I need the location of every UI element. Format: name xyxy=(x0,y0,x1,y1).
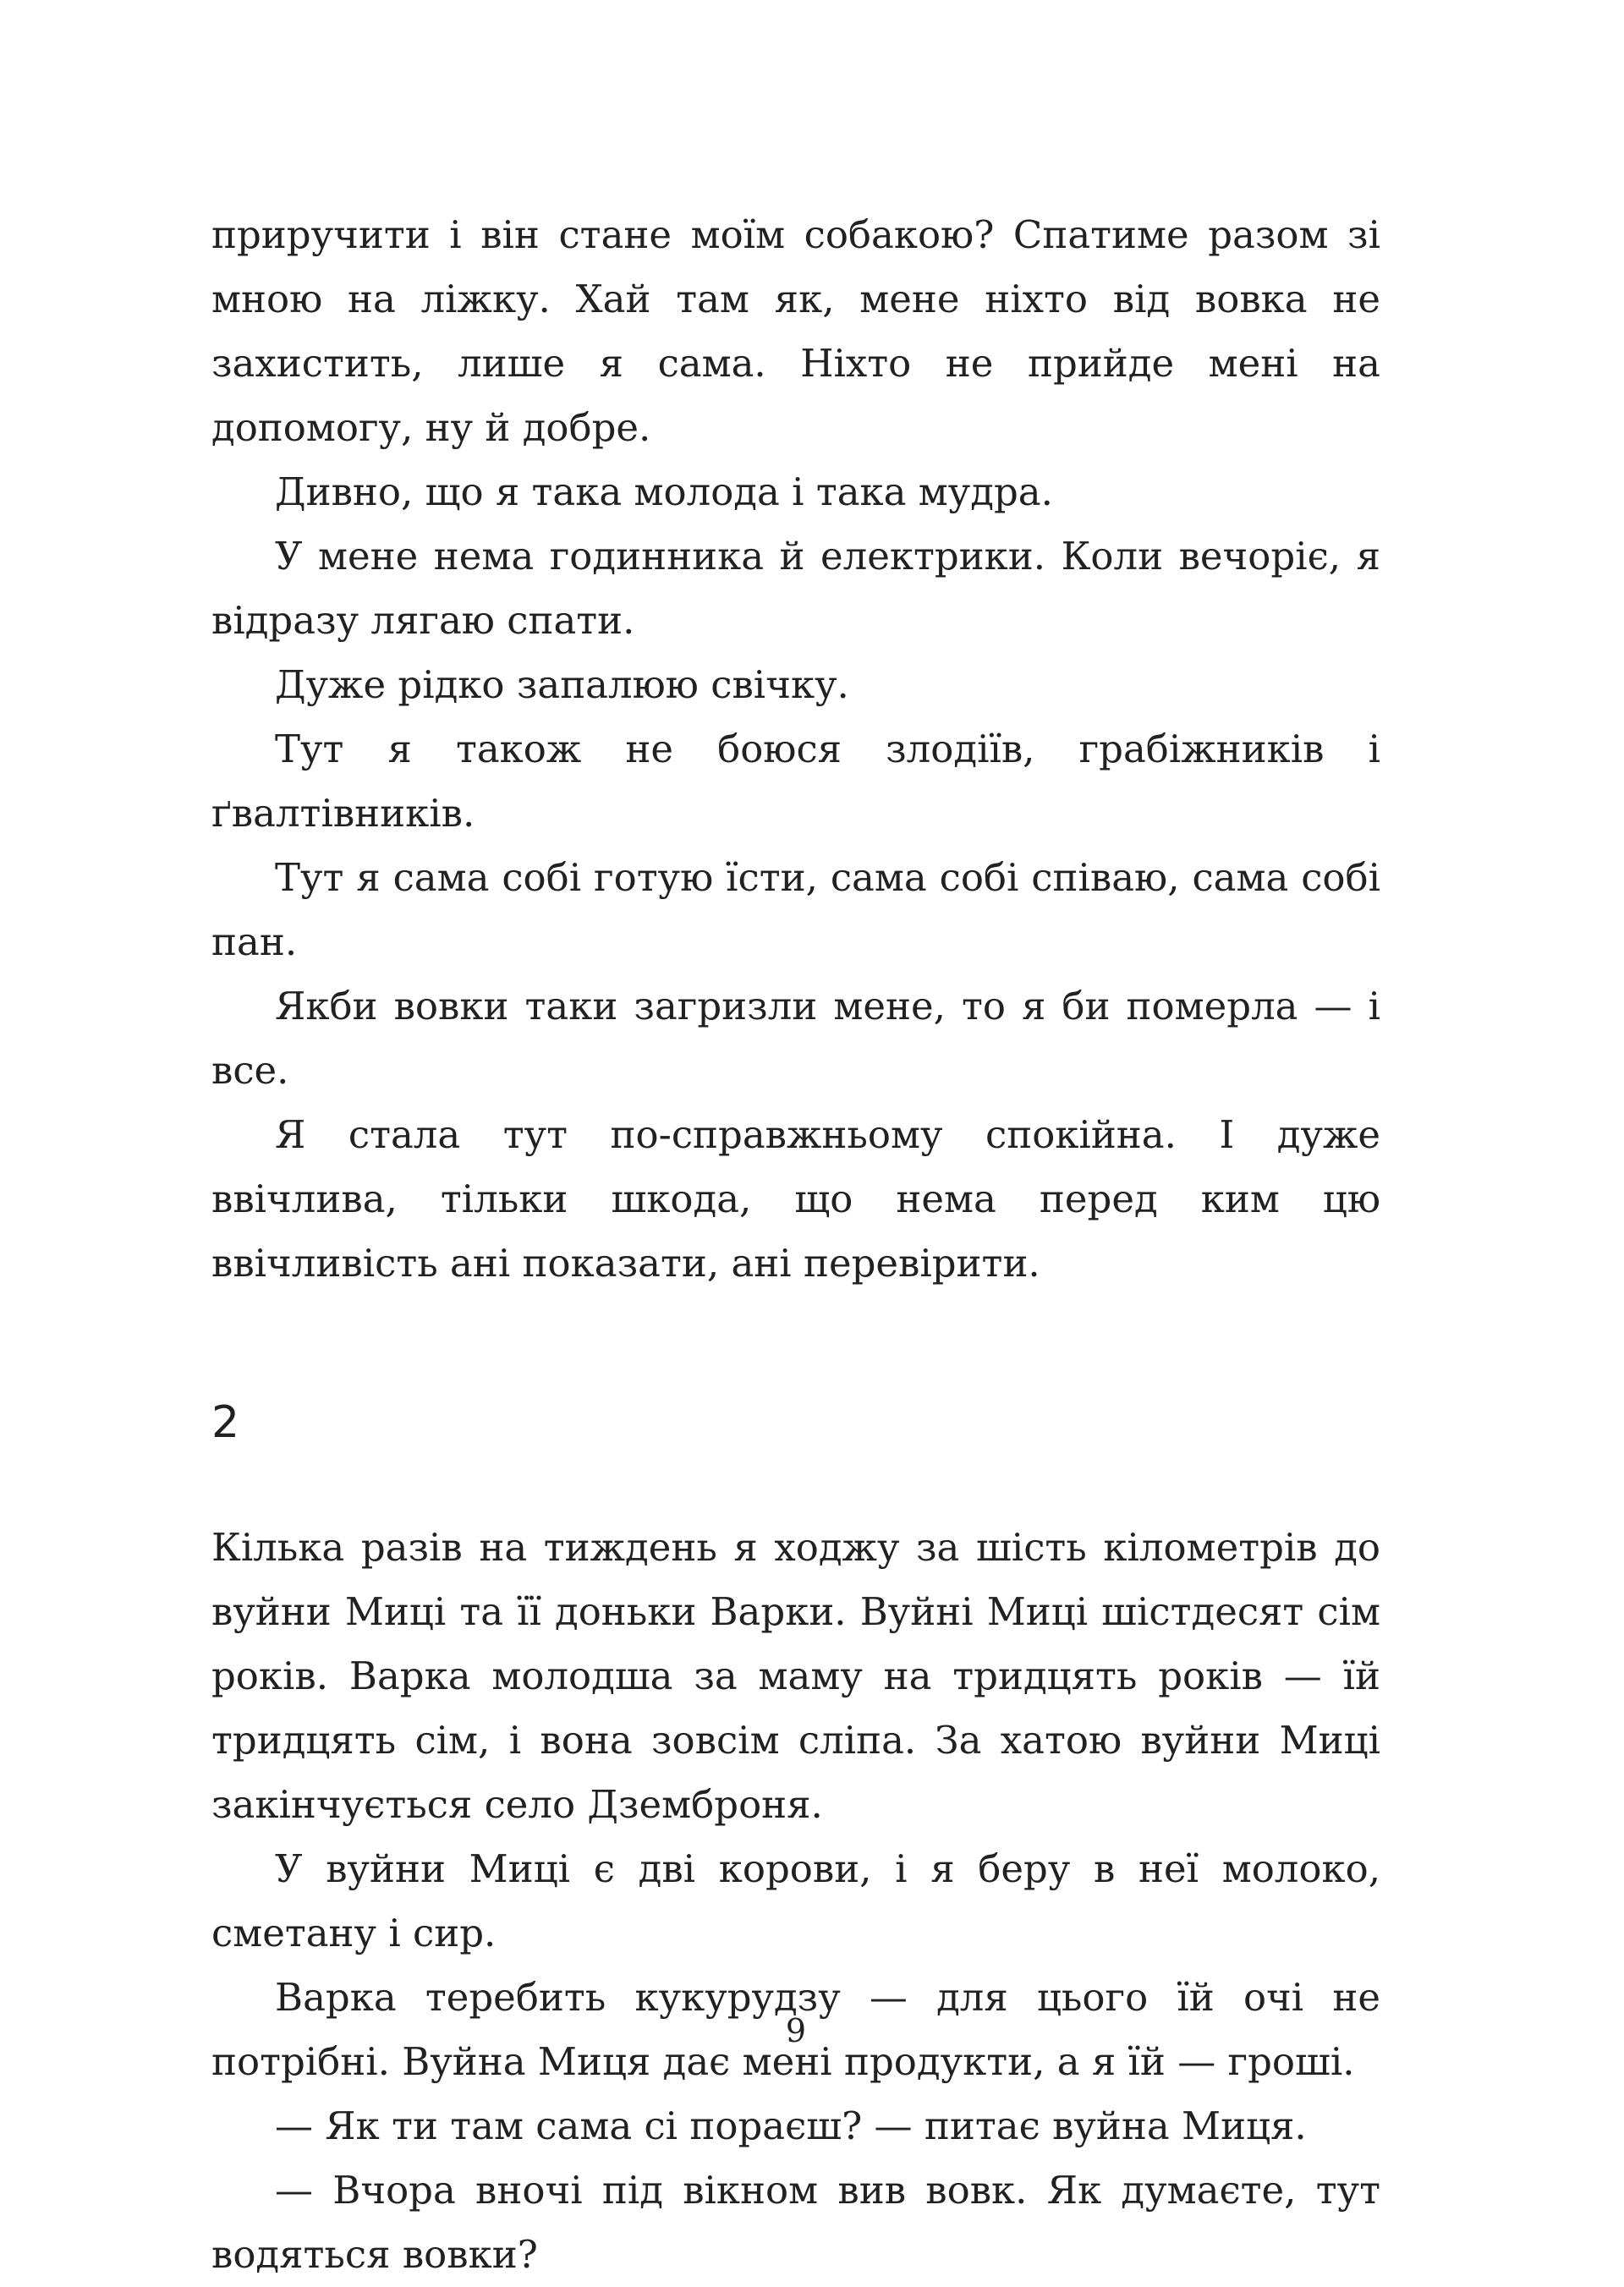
paragraph: У мене нема годинника й електрики. Коли вечоріє, я відразу лягаю спати. xyxy=(211,534,1380,643)
paragraph: Якби вовки таки загризли мене, то я би померла — і все. xyxy=(211,984,1380,1093)
paragraph: Дуже рідко запалюю свічку. xyxy=(275,662,849,707)
paragraph: — Вчора вночі під вікном вив вовк. Як думаєте, тут водяться вовки? xyxy=(211,2168,1380,2277)
paragraph: Я стала тут по-справжньому спокійна. І дуже ввічлива, тільки шкода, що нема перед ким цю ввічливість ані показати, ані перевірити. xyxy=(211,1112,1380,1286)
paragraph: У вуйни Миці є дві корови, і я беру в неї молоко, сметану і сир. xyxy=(211,1846,1380,1955)
section-2-paragraphs xyxy=(211,1516,1380,2287)
paragraph: Тут я також не боюся злодіїв, грабіжників і ґвалтівників. xyxy=(211,727,1380,836)
text-block xyxy=(211,203,1380,2287)
paragraph: Дивно, що я така молода і така мудра. xyxy=(275,469,1053,514)
paragraph: — Як ти там сама сі пораєш? — питає вуйна Миця. xyxy=(275,2103,1307,2148)
paragraph: приручити і він стане моїм собакою? Спатиме разом зі мною на ліжку. Хай там як, мене ніхто від вовка не захистить, лише я сама. Ніхто не прийде мені на допомогу, ну й добре. xyxy=(211,212,1380,450)
paragraph: Кілька разів на тиждень я ходжу за шість кілометрів до вуйни Миці та її доньки Варки. Вуйні Миці шістдесят сім років. Варка молодша за маму на тридцять років — їй тридцять сім, і вона зовсім сліпа. За хатою вуйни Миці закінчується село Дземброня. xyxy=(211,1525,1380,1827)
page-footer xyxy=(211,2011,1380,2050)
paragraph: Варка теребить кукурудзу — для цього їй очі не потрібні. Вуйна Миця дає мені продукти, а я їй — гроші. xyxy=(211,1975,1380,2084)
section-1-paragraphs xyxy=(211,203,1380,1296)
chapter-number-heading: 2 xyxy=(211,1397,240,1448)
paragraph: Тут я сама собі готую їсти, сама собі співаю, сама собі пан. xyxy=(211,855,1380,964)
page-number: 9 xyxy=(785,2012,807,2049)
